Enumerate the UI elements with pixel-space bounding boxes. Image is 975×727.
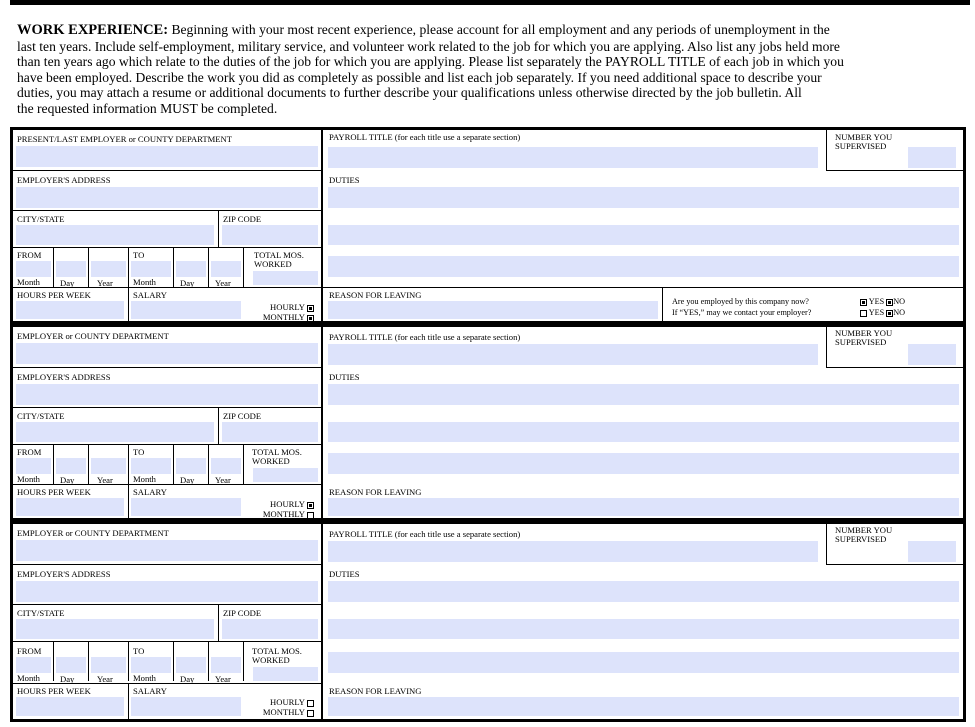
to-month-field[interactable] — [131, 458, 171, 474]
reason-field[interactable] — [328, 498, 959, 516]
to-month-sublabel: Month — [133, 673, 156, 683]
no-label: NO — [893, 297, 906, 306]
salary-field[interactable] — [131, 697, 241, 716]
yes-label: YES — [868, 297, 885, 306]
address-label: EMPLOYER'S ADDRESS — [17, 372, 111, 382]
from-year-field[interactable] — [91, 458, 126, 474]
monthly-label: MONTHLY — [262, 707, 305, 717]
reason-label: REASON FOR LEAVING — [329, 487, 422, 497]
hourly-label: HOURLY — [270, 697, 305, 707]
zip-field[interactable] — [222, 619, 318, 639]
salary-label: SALARY — [133, 487, 167, 497]
hourly-label: HOURLY — [270, 499, 305, 509]
salary-label: SALARY — [133, 686, 167, 696]
hourly-checkbox[interactable] — [307, 305, 314, 312]
address-field[interactable] — [16, 384, 318, 405]
to-day-field[interactable] — [176, 261, 206, 277]
to-month-field[interactable] — [131, 657, 171, 673]
to-year-field[interactable] — [211, 261, 241, 277]
employment-section-1 — [10, 127, 966, 324]
payroll-title-field[interactable] — [328, 541, 818, 562]
from-day-sublabel: Day — [60, 475, 75, 485]
number-supervised-field[interactable] — [908, 541, 956, 562]
from-month-sublabel: Month — [17, 277, 40, 287]
duties-label: DUTIES — [329, 372, 360, 382]
number-supervised-label: NUMBER YOU SUPERVISED — [835, 328, 893, 347]
payroll-title-label: PAYROLL TITLE (for each title use a separate section) — [329, 529, 521, 539]
to-month-field[interactable] — [131, 261, 171, 277]
number-supervised-field[interactable] — [908, 147, 956, 168]
monthly-label: MONTHLY — [262, 509, 305, 519]
duties-label: DUTIES — [329, 569, 360, 579]
to-year-sublabel: Year — [215, 674, 231, 684]
contact-yes-checkbox[interactable] — [860, 310, 867, 317]
zip-field[interactable] — [222, 225, 318, 245]
total-months-field[interactable] — [253, 271, 318, 285]
from-month-field[interactable] — [16, 261, 51, 277]
to-day-sublabel: Day — [180, 475, 195, 485]
city-state-field[interactable] — [16, 225, 214, 245]
duties-field-1[interactable] — [328, 384, 959, 405]
address-field[interactable] — [16, 581, 318, 602]
employed-now-question — [672, 297, 809, 307]
from-year-sublabel: Year — [97, 674, 113, 684]
from-month-sublabel: Month — [17, 474, 40, 484]
duties-field-1[interactable] — [328, 581, 959, 602]
reason-label: REASON FOR LEAVING — [329, 290, 422, 300]
employer-label: EMPLOYER or COUNTY DEPARTMENT — [17, 331, 169, 341]
to-day-sublabel: Day — [180, 674, 195, 684]
to-year-field[interactable] — [211, 657, 241, 673]
from-year-sublabel: Year — [97, 475, 113, 485]
contact-question — [672, 308, 811, 318]
employer-field[interactable] — [16, 540, 318, 561]
city-state-label: CITY/STATE — [17, 608, 65, 618]
from-label: FROM — [17, 646, 42, 656]
zip-label: ZIP CODE — [223, 608, 262, 618]
zip-field[interactable] — [222, 422, 318, 442]
payroll-title-label: PAYROLL TITLE (for each title use a separate section) — [329, 332, 521, 342]
hours-field[interactable] — [16, 697, 124, 716]
duties-field-3[interactable] — [328, 256, 959, 277]
monthly-label: MONTHLY — [262, 312, 305, 322]
duties-field-1[interactable] — [328, 187, 959, 208]
employment-section-3 — [10, 521, 966, 722]
contact-text: If “YES,” may we contact your employer? — [672, 308, 812, 317]
hours-label: HOURS PER WEEK — [17, 487, 91, 497]
from-day-field[interactable] — [56, 458, 86, 474]
total-months-label: TOTAL MOS. WORKED — [252, 447, 302, 466]
total-months-label: TOTAL MOS. WORKED — [254, 250, 304, 269]
duties-field-2[interactable] — [328, 225, 959, 245]
to-year-sublabel: Year — [215, 475, 231, 485]
address-label: EMPLOYER'S ADDRESS — [17, 569, 111, 579]
employed-now-options — [858, 297, 905, 307]
to-month-sublabel: Month — [133, 474, 156, 484]
number-supervised-field[interactable] — [908, 344, 956, 365]
employer-label: EMPLOYER or COUNTY DEPARTMENT — [17, 528, 169, 538]
monthly-checkbox[interactable] — [307, 710, 314, 717]
address-label: EMPLOYER'S ADDRESS — [17, 175, 111, 185]
total-months-field[interactable] — [253, 667, 318, 681]
from-label: FROM — [17, 447, 42, 457]
reason-field[interactable] — [328, 301, 658, 319]
from-month-field[interactable] — [16, 657, 51, 673]
address-field[interactable] — [16, 187, 318, 208]
from-day-field[interactable] — [56, 657, 86, 673]
to-day-field[interactable] — [176, 657, 206, 673]
employer-field[interactable] — [16, 146, 318, 167]
payroll-title-label: PAYROLL TITLE (for each title use a separate section) — [329, 132, 521, 142]
from-year-field[interactable] — [91, 261, 126, 277]
total-months-field[interactable] — [253, 468, 318, 482]
duties-field-2[interactable] — [328, 619, 959, 639]
from-day-sublabel: Day — [60, 674, 75, 684]
zip-label: ZIP CODE — [223, 411, 262, 421]
city-state-label: CITY/STATE — [17, 411, 65, 421]
city-state-field[interactable] — [16, 422, 214, 442]
salary-field[interactable] — [131, 301, 241, 319]
pay-basis-options — [248, 697, 314, 717]
pay-basis-options — [248, 499, 314, 519]
duties-field-2[interactable] — [328, 422, 959, 442]
hourly-label: HOURLY — [270, 302, 305, 312]
from-month-sublabel: Month — [17, 673, 40, 683]
salary-label: SALARY — [133, 290, 167, 300]
no-label: NO — [893, 308, 906, 317]
employment-section-2 — [10, 324, 966, 521]
hourly-checkbox[interactable] — [307, 700, 314, 707]
hourly-checkbox[interactable] — [307, 502, 314, 509]
monthly-checkbox[interactable] — [307, 512, 314, 519]
payroll-title-field[interactable] — [328, 344, 818, 365]
city-state-label: CITY/STATE — [17, 214, 65, 224]
duties-label: DUTIES — [329, 175, 360, 185]
from-label: FROM — [17, 250, 42, 260]
from-year-sublabel: Year — [97, 278, 113, 288]
payroll-title-field[interactable] — [328, 147, 818, 168]
to-day-sublabel: Day — [180, 278, 195, 288]
total-months-label: TOTAL MOS. WORKED — [252, 646, 302, 665]
employer-label: PRESENT/LAST EMPLOYER or COUNTY DEPARTMENT — [17, 134, 232, 144]
number-supervised-label: NUMBER YOU SUPERVISED — [835, 132, 893, 151]
yes-label: YES — [868, 308, 885, 317]
top-rule — [10, 0, 970, 5]
hours-field[interactable] — [16, 301, 124, 319]
duties-field-3[interactable] — [328, 453, 959, 474]
work-experience-instructions — [17, 22, 967, 117]
from-day-sublabel: Day — [60, 278, 75, 288]
to-year-field[interactable] — [211, 458, 241, 474]
from-day-field[interactable] — [56, 261, 86, 277]
employed-yes-checkbox[interactable] — [860, 299, 867, 306]
employed-now-text: Are you employed by this company now? — [672, 297, 809, 306]
pay-basis-options — [248, 302, 314, 322]
from-year-field[interactable] — [91, 657, 126, 673]
to-month-sublabel: Month — [133, 277, 156, 287]
from-month-field[interactable] — [16, 458, 51, 474]
monthly-checkbox[interactable] — [307, 315, 314, 322]
to-year-sublabel: Year — [215, 278, 231, 288]
hours-field[interactable] — [16, 498, 124, 516]
reason-label: REASON FOR LEAVING — [329, 686, 422, 696]
hours-label: HOURS PER WEEK — [17, 686, 91, 696]
duties-field-3[interactable] — [328, 652, 959, 673]
instructions-text: Beginning with your most recent experience, please account for all employment and any periods of unemployment in the last ten years. Include self-employment, military service, and volunteer work related to the job for which you are applying. Also list any jobs held more than ten years ago which relate to the duties of the job for which you are applying. Please list separately the PAYROLL TITLE of each job in which you have been employed. Describe the work you did as completely as possible and list each job separately. If you need additional space to describe your duties, you may attach a resume or additional documents to further describe your qualifications unless otherwise directed by the job bulletin. All the requested information MUST be completed. — [17, 22, 844, 116]
to-label: TO — [133, 646, 145, 656]
city-state-field[interactable] — [16, 619, 214, 639]
to-day-field[interactable] — [176, 458, 206, 474]
hours-label: HOURS PER WEEK — [17, 290, 91, 300]
zip-label: ZIP CODE — [223, 214, 262, 224]
salary-field[interactable] — [131, 498, 241, 516]
contact-options — [858, 308, 905, 318]
section-heading: WORK EXPERIENCE: — [17, 22, 169, 38]
reason-field[interactable] — [328, 697, 959, 716]
number-supervised-label: NUMBER YOU SUPERVISED — [835, 525, 893, 544]
to-label: TO — [133, 447, 145, 457]
employer-field[interactable] — [16, 343, 318, 364]
to-label: TO — [133, 250, 145, 260]
